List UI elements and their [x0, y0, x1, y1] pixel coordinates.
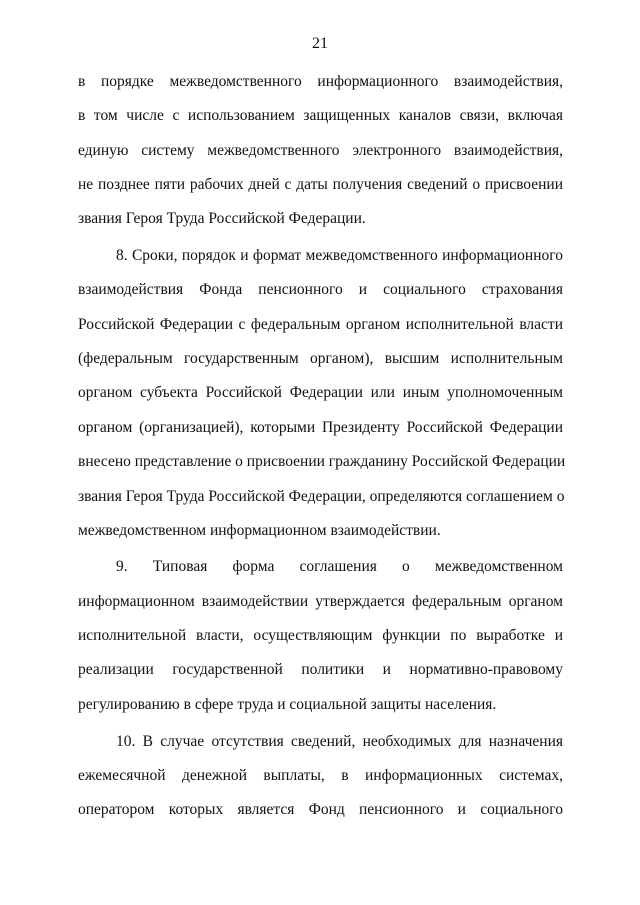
- text-line: оператором которых является Фонд пенсионного и социального: [78, 801, 563, 818]
- text-line: реализации государственной политики и нормативно-правовому: [78, 661, 563, 678]
- text-line: (федеральным государственным органом), высшим исполнительным: [78, 350, 563, 367]
- text-line: органом (организацией), которыми Президенту Российской Федерации: [78, 419, 563, 436]
- text-line: в порядке межведомственного информационного взаимодействия,: [78, 73, 563, 90]
- text-line: исполнительной власти, осуществляющим функции по выработке и: [78, 627, 563, 644]
- text-line: 9. Типовая форма соглашения о межведомственном: [116, 558, 563, 575]
- text-line: звания Героя Труда Российской Федерации, определяются соглашением о: [78, 488, 565, 505]
- text-line: 10. В случае отсутствия сведений, необходимых для назначения: [116, 733, 563, 750]
- text-line: информационном взаимодействии утверждается федеральным органом: [78, 593, 563, 610]
- text-line: звания Героя Труда Российской Федерации.: [78, 210, 366, 227]
- text-line: 8. Сроки, порядок и формат межведомственного информационного: [116, 247, 563, 264]
- page-number: 21: [312, 35, 328, 52]
- text-line: единую систему межведомственного электронного взаимодействия,: [78, 142, 563, 159]
- text-line: в том числе с использованием защищенных каналов связи, включая: [78, 107, 563, 124]
- text-line: ежемесячной денежной выплаты, в информационных системах,: [78, 767, 563, 784]
- text-line: межведомственном информационном взаимодействии.: [78, 522, 441, 539]
- text-line: внесено представление о присвоении гражданину Российской Федерации: [78, 453, 566, 470]
- text-line: не позднее пяти рабочих дней с даты получения сведений о присвоении: [78, 176, 563, 193]
- text-line: взаимодействия Фонда пенсионного и социального страхования: [78, 281, 563, 298]
- text-line: регулированию в сфере труда и социальной защиты населения.: [78, 696, 497, 713]
- text-line: Российской Федерации с федеральным органом исполнительной власти: [78, 316, 563, 333]
- text-line: органом субъекта Российской Федерации или иным уполномоченным: [78, 384, 563, 401]
